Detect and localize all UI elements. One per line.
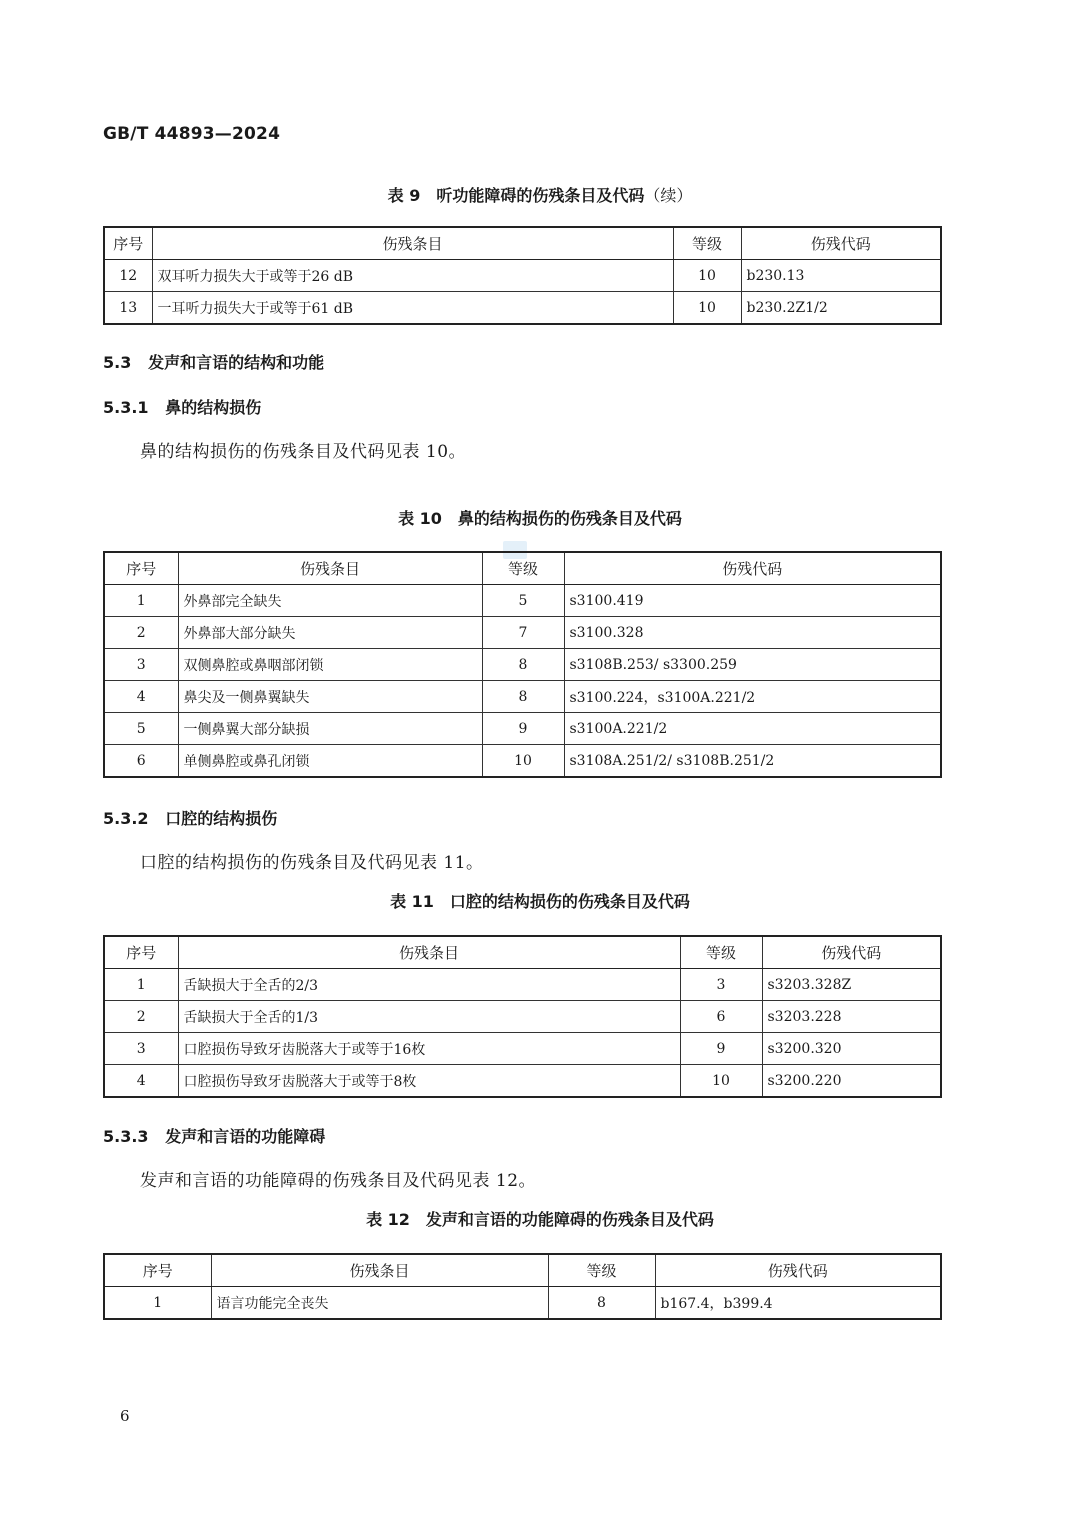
table-row [104,969,941,1001]
col-header-code: 伤残代码 [564,552,941,585]
cell-code: s3108B.253/ s3300.259 [564,649,941,681]
table-row [104,585,941,617]
table-row [104,292,941,325]
cell-grade: 10 [482,745,564,778]
cell-no: 4 [104,681,178,713]
section-title: 发声和言语的结构和功能 [148,353,325,372]
table9-caption-text: 表 9 听功能障碍的伤残条目及代码 [387,186,645,205]
cell-no: 4 [104,1065,178,1098]
col-header-item: 伤残条目 [152,227,673,260]
cell-item: 双耳听力损失大于或等于26 dB [152,260,673,292]
section-number: 5.3 [103,353,132,372]
table12-caption: 表 12 发声和言语的功能障碍的伤残条目及代码 [366,1210,714,1229]
table9 [103,226,942,325]
cell-item: 口腔损伤导致牙齿脱落大于或等于16枚 [178,1033,680,1065]
table-row [104,745,941,778]
table9-caption-cont: （续） [644,186,693,205]
cell-grade: 9 [482,713,564,745]
section-5-3-2-paragraph: 口腔的结构损伤的伤残条目及代码见表 11。 [140,853,484,873]
table-row [104,260,941,292]
cell-item: 外鼻部大部分缺失 [178,617,482,649]
cell-grade: 5 [482,585,564,617]
section-number: 5.3.1 [103,398,149,417]
cell-item: 一耳听力损失大于或等于61 dB [152,292,673,325]
col-header-no: 序号 [104,227,152,260]
cell-code: s3200.320 [762,1033,941,1065]
cell-code: b230.2Z1/2 [741,292,941,325]
col-header-grade: 等级 [680,936,762,969]
section-5-3-1-heading [103,395,261,418]
cell-code: b167.4，b399.4 [655,1287,941,1320]
table-row [104,1001,941,1033]
col-header-grade: 等级 [482,552,564,585]
cell-item: 外鼻部完全缺失 [178,585,482,617]
cell-grade: 10 [680,1065,762,1098]
cell-code: b230.13 [741,260,941,292]
cell-no: 3 [104,649,178,681]
cell-grade: 10 [673,260,741,292]
cell-no: 12 [104,260,152,292]
cell-code: s3108A.251/2/ s3108B.251/2 [564,745,941,778]
table-row [104,649,941,681]
table10 [103,551,942,778]
cell-item: 舌缺损大于全舌的1/3 [178,1001,680,1033]
table-row [104,713,941,745]
section-title: 发声和言语的功能障碍 [165,1127,326,1146]
section-5-3-1-paragraph: 鼻的结构损伤的伤残条目及代码见表 10。 [140,442,467,462]
table-row [104,1065,941,1098]
col-header-item: 伤残条目 [178,552,482,585]
cell-grade: 8 [482,649,564,681]
cell-grade: 8 [482,681,564,713]
section-5-3-2-heading [103,806,277,829]
standard-code: GB/T 44893—2024 [103,124,281,144]
cell-code: s3200.220 [762,1065,941,1098]
cell-item: 单侧鼻腔或鼻孔闭锁 [178,745,482,778]
table-header-row [104,552,941,585]
col-header-grade: 等级 [548,1254,655,1287]
section-title: 口腔的结构损伤 [165,809,278,828]
cell-no: 5 [104,713,178,745]
table-header-row [104,227,941,260]
cell-item: 一侧鼻翼大部分缺损 [178,713,482,745]
col-header-item: 伤残条目 [178,936,680,969]
table11 [103,935,942,1098]
table-row [104,617,941,649]
cell-code: s3100.224，s3100A.221/2 [564,681,941,713]
section-5-3-3-paragraph: 发声和言语的功能障碍的伤残条目及代码见表 12。 [140,1171,537,1191]
col-header-no: 序号 [104,936,178,969]
cell-grade: 6 [680,1001,762,1033]
section-5-3-3-heading [103,1124,325,1147]
cell-code: s3100.419 [564,585,941,617]
cell-grade: 9 [680,1033,762,1065]
page-number: 6 [120,1407,130,1425]
cell-no: 2 [104,617,178,649]
table10-caption: 表 10 鼻的结构损伤的伤残条目及代码 [398,509,682,528]
col-header-code: 伤残代码 [655,1254,941,1287]
col-header-item: 伤残条目 [211,1254,548,1287]
cell-code: s3203.228 [762,1001,941,1033]
cell-code: s3203.328Z [762,969,941,1001]
table12 [103,1253,942,1320]
cell-no: 1 [104,585,178,617]
cell-code: s3100A.221/2 [564,713,941,745]
section-title: 鼻的结构损伤 [165,398,262,417]
cell-grade: 7 [482,617,564,649]
cell-no: 1 [104,1287,211,1320]
col-header-code: 伤残代码 [762,936,941,969]
cell-no: 6 [104,745,178,778]
cell-item: 鼻尖及一侧鼻翼缺失 [178,681,482,713]
table-row [104,1287,941,1320]
cell-item: 语言功能完全丧失 [211,1287,548,1320]
table11-caption: 表 11 口腔的结构损伤的伤残条目及代码 [390,892,690,911]
cell-no: 1 [104,969,178,1001]
cell-item: 舌缺损大于全舌的2/3 [178,969,680,1001]
cell-item: 双侧鼻腔或鼻咽部闭锁 [178,649,482,681]
table-row [104,681,941,713]
col-header-no: 序号 [104,1254,211,1287]
col-header-code: 伤残代码 [741,227,941,260]
cell-item: 口腔损伤导致牙齿脱落大于或等于8枚 [178,1065,680,1098]
cell-grade: 3 [680,969,762,1001]
col-header-no: 序号 [104,552,178,585]
section-number: 5.3.2 [103,809,149,828]
table9-caption [0,183,1080,206]
table-header-row [104,1254,941,1287]
cell-code: s3100.328 [564,617,941,649]
cell-grade: 8 [548,1287,655,1320]
col-header-grade: 等级 [673,227,741,260]
cell-no: 3 [104,1033,178,1065]
table-row [104,1033,941,1065]
cell-no: 2 [104,1001,178,1033]
cell-grade: 10 [673,292,741,325]
table-header-row [104,936,941,969]
section-5-3-heading [103,350,324,373]
cell-no: 13 [104,292,152,325]
section-number: 5.3.3 [103,1127,149,1146]
